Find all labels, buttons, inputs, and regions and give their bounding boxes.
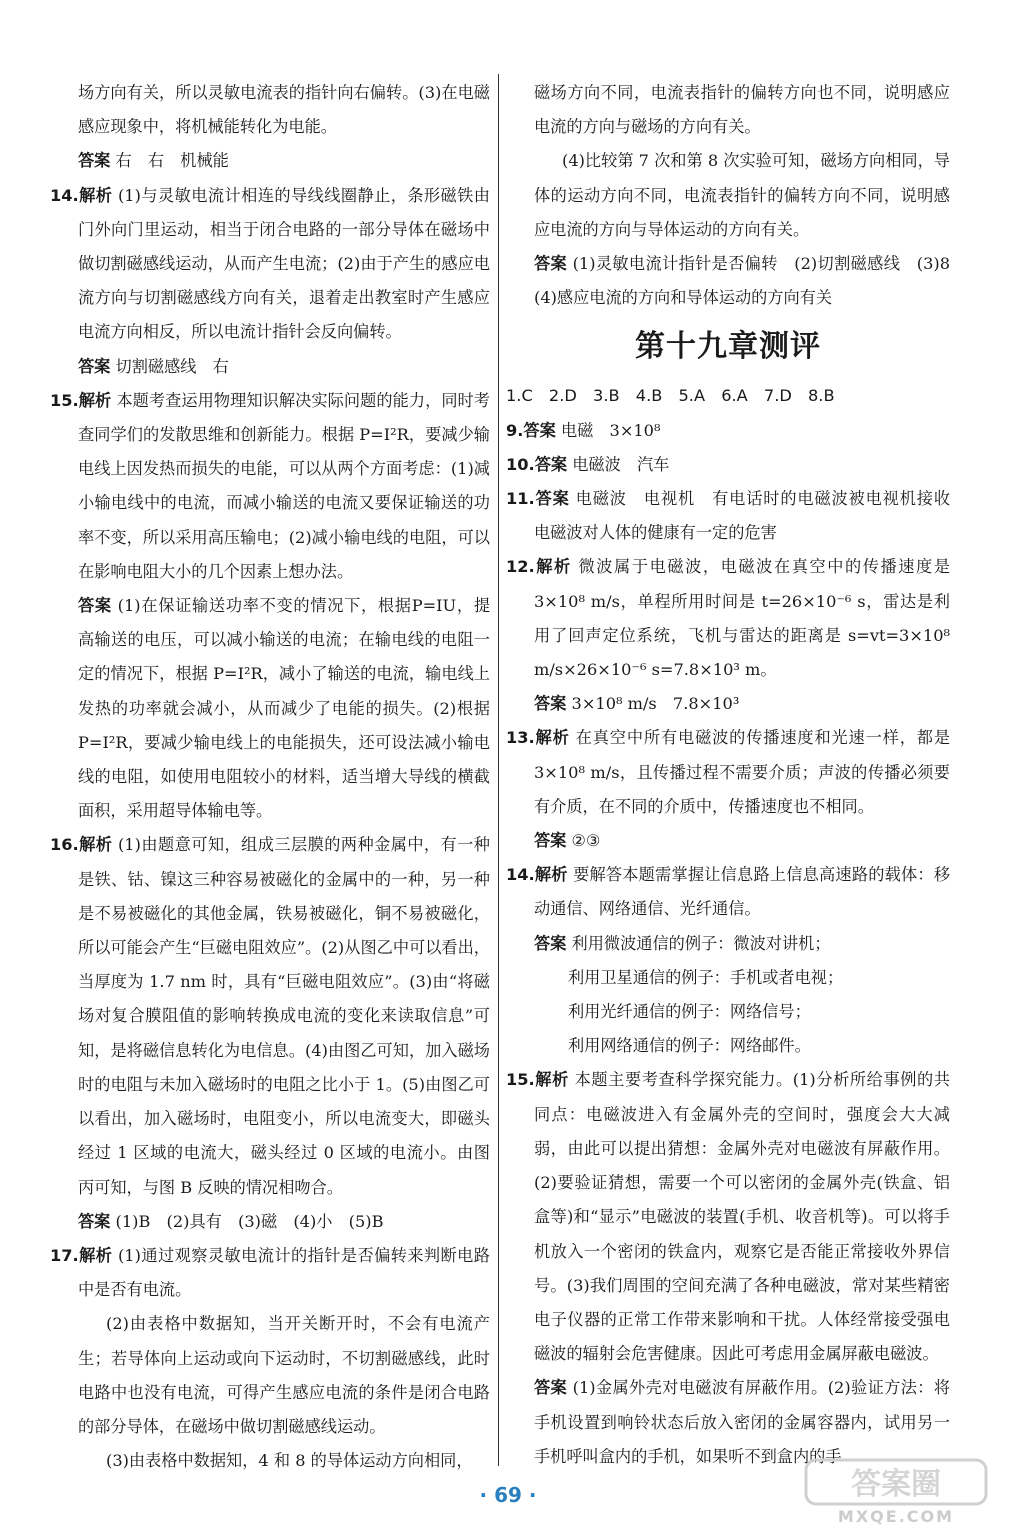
question-9 <box>506 414 950 448</box>
answer-text: 右 右 机械能 <box>115 151 229 171</box>
answer-line <box>506 927 950 961</box>
answer-line <box>50 144 490 178</box>
answer-text: 3×10⁸ m/s 7.8×10³ <box>571 694 740 714</box>
question-11 <box>506 482 967 550</box>
answer-line <box>506 824 950 858</box>
answer-label: 答案 <box>534 489 570 509</box>
analysis-text: (1)与灵敏电流计相连的导线线圈静止，条形磁铁由门外向门里运动，相当于闭合电路的一部分导体在磁场中做切割磁感线运动，从而产生电流；(2)由于产生的感应电流方向与切割磁感线方向有关，退着走出教室时产生感应电流方向相反，所以电流计指针会反向偏转。 <box>78 185 490 342</box>
answer-label: 答案 <box>534 254 568 274</box>
answer-label: 答案 <box>78 596 112 616</box>
answer-item: 利用卫星通信的例子：手机或者电视； <box>568 967 844 987</box>
analysis-label: 解析 <box>78 185 113 205</box>
answer-text: 电磁 3×10⁸ <box>560 420 661 440</box>
analysis-text: 微波属于电磁波，电磁波在真空中的传播速度是 3×10⁸ m/s，单程所用时间是 t=26×10⁻⁶ s，雷达是利用了回声定位系统，飞机与雷达的距离是 s=vt=3×10⁸ m/s×26×10⁻⁶ s=7.8×10³ m。 <box>534 557 951 680</box>
analysis-label: 解析 <box>78 1245 113 1265</box>
answer-text: 切割磁感线 右 <box>115 356 229 376</box>
analysis-text: (1)通过观察灵敏电流计的指针是否偏转来判断电路中是否有电流。 <box>78 1245 490 1300</box>
chapter-title: 第十九章测评 <box>635 329 821 365</box>
answer-label: 答案 <box>78 1211 111 1231</box>
multiple-choice-answers: 1.C 2.D 3.B 4.B 5.A 6.A 7.D 8.B <box>506 386 835 406</box>
answer-line <box>506 247 967 315</box>
question-number: 13. <box>506 728 535 748</box>
answer-item: 利用光纤通信的例子：网络信号； <box>568 1002 811 1022</box>
analysis-paragraph: (2)由表格中数据知，当开关断开时，不会有电流产生；若导体向上运动或向下运动时，不切割磁感线，此时电路中也没有电流，可得产生感应电流的条件是闭合电路的部分导体，在磁场中做切割磁感线运动。 <box>78 1314 490 1436</box>
question-number: 17. <box>50 1245 79 1265</box>
watermark-text-bottom: MXQE.COM <box>837 1507 955 1526</box>
watermark-icon <box>796 1456 996 1528</box>
answer-line <box>50 1205 490 1239</box>
watermark-logo <box>796 1456 996 1528</box>
question-10 <box>506 448 950 482</box>
answer-text: (1)金属外壳对电磁波有屏蔽作用。(2)验证方法：将手机设置到响铃状态后放入密闭的金属容器内，试用另一手机呼叫盒内的手机，如果听不到盒内的手 <box>534 1378 951 1466</box>
answer-label: 答案 <box>534 694 567 714</box>
analysis-label: 解析 <box>534 865 568 885</box>
question-number: 14. <box>506 865 535 885</box>
answer-text: (1)在保证输送功率不变的情况下，根据P=IU，提高输送的电压，可以减小输送的电流；在输电线的电阻一定的情况下，根据 P=I²R，减小了输送的电流，输电线上发热的功率就会减小，从而减少了电能的损失。(2)根据 P=I²R，要减少输电线上的电能损失，还可设法减小输电线的电阻，如使用电阻较小的材料，适当增大导线的横截面积，采用超导体输电等。 <box>78 596 491 821</box>
answer-line <box>50 350 490 384</box>
answer-line <box>506 687 950 721</box>
question-number: 15. <box>506 1070 535 1090</box>
watermark-text-top: 答案圈 <box>851 1467 941 1502</box>
analysis-label: 解析 <box>78 835 113 855</box>
question-16 <box>50 828 490 1204</box>
answer-text: 电磁波 电视机 有电话时的电磁波被电视机接收 电磁波对人体的健康有一定的危害 <box>534 489 967 543</box>
answer-text: (1)灵敏电流计指针是否偏转 (2)切割磁感线 (3)8 (4)感应电流的方向和导体运动的方向有关 <box>534 254 967 308</box>
question-number: 11. <box>506 489 535 509</box>
question-12 <box>506 550 950 687</box>
answer-label: 答案 <box>534 933 567 953</box>
question-number: 15. <box>50 390 79 410</box>
column-divider <box>498 74 499 1466</box>
analysis-label: 解析 <box>534 557 572 577</box>
question-number: 10. <box>506 454 535 474</box>
right-column <box>506 76 967 1474</box>
page-number: · 69 · <box>479 1483 537 1507</box>
answer-text: 电磁波 汽车 <box>572 454 670 474</box>
answer-item: 利用网络通信的例子：网络邮件。 <box>568 1036 811 1056</box>
question-number: 16. <box>50 835 79 855</box>
answer-text: (1)B (2)具有 (3)磁 (4)小 (5)B <box>115 1211 384 1231</box>
question-15 <box>506 1063 950 1371</box>
question-14 <box>50 179 490 350</box>
continued-paragraph: 磁场方向不同，电流表指针的偏转方向也不同，说明感应电流的方向与磁场的方向有关。 <box>534 83 950 137</box>
analysis-label: 解析 <box>78 390 112 410</box>
question-14 <box>506 858 950 926</box>
question-15 <box>50 384 490 589</box>
analysis-text: 本题主要考查科学探究能力。(1)分析所给事例的共同点：电磁波进入有金属外壳的空间时，强度会大大减弱，由此可以提出猜想：金属外壳对电磁波有屏蔽作用。(2)要验证猜想，需要一个可以密闭的金属外壳(铁盒、铝盒等)和“显示”电磁波的装置(手机、收音机等)。可以将手机放入一个密闭的铁盒内，观察它是否能正常接收外界信号。(3)我们周围的空间充满了各种电磁波，常对某些精密电子仪器的正常工作带来影响和干扰。人体经常接受强电磁波的辐射会危害健康。因此可考虑用金属屏蔽电磁波。 <box>534 1070 950 1364</box>
question-number: 14. <box>50 185 79 205</box>
answer-label: 答案 <box>523 420 556 440</box>
answer-label: 答案 <box>534 454 568 474</box>
continued-paragraph: 场方向有关，所以灵敏电流表的指针向右偏转。(3)在电磁感应现象中，将机械能转化为电能。 <box>78 83 490 137</box>
analysis-text: 要解答本题需掌握让信息路上信息高速路的载体：移动通信、网络通信、光纤通信。 <box>534 865 951 919</box>
analysis-paragraph: (4)比较第 7 次和第 8 次实验可知，磁场方向相同，导体的运动方向不同，电流表指针的偏转方向不同，说明感应电流的方向与导体运动的方向有关。 <box>534 151 950 239</box>
analysis-label: 解析 <box>534 1070 569 1090</box>
answer-label: 答案 <box>534 831 567 851</box>
analysis-label: 解析 <box>534 728 570 748</box>
answer-line <box>50 589 490 828</box>
answer-label: 答案 <box>534 1378 568 1398</box>
question-number: 9. <box>506 420 524 440</box>
question-number: 12. <box>506 557 535 577</box>
answer-text: ②③ <box>571 831 601 851</box>
analysis-paragraph: (3)由表格中数据知，4 和 8 的导体运动方向相同， <box>106 1451 473 1471</box>
analysis-text: 本题考查运用物理知识解决实际问题的能力，同时考查同学们的发散思维和创新能力。根据 P=I²R，要减少输电线上因发热而损失的电能，可以从两个方面考虑：(1)减小输电线中的电流，而减小输送的电流又要保证输送的功率不变，所以采用高压输电；(2)减小输电线的电阻，可以在影响电阻大小的几个因素上想办法。 <box>78 390 490 581</box>
analysis-text: 在真空中所有电磁波的传播速度和光速一样，都是 3×10⁸ m/s，且传播过程不需要介质；声波的传播必须要有介质，在不同的介质中，传播速度也不相同。 <box>534 728 951 816</box>
answer-text: 利用微波通信的例子：微波对讲机； <box>571 933 831 953</box>
analysis-text: (1)由题意可知，组成三层膜的两种金属中，有一种是铁、钴、镍这三种容易被磁化的金属中的一种，另一种是不易被磁化的其他金属，铁易被磁化，铜不易被磁化，所以可能会产生“巨磁电阻效应”。(2)从图乙中可以看出，当厚度为 1.7 nm 时，具有“巨磁电阻效应”。(3)由“将磁场对复合膜阻值的影响转换成电流的变化来读取信息”可知，是将磁信息转化为电信息。(4)由图乙可知，加入磁场时的电阻与未加入磁场时的电阻之比小于 1。(5)由图乙可以看出，加入磁场时，电阻变小，所以电流变大，即磁头经过 1 区域的电流大，磁头经过 0 区域的电流小。由图丙可知，与图 B 反映的情况相吻合。 <box>78 835 490 1197</box>
question-13 <box>506 721 950 824</box>
answer-label: 答案 <box>78 151 111 171</box>
left-column <box>50 76 490 1478</box>
answer-label: 答案 <box>78 356 111 376</box>
question-17 <box>50 1239 490 1307</box>
